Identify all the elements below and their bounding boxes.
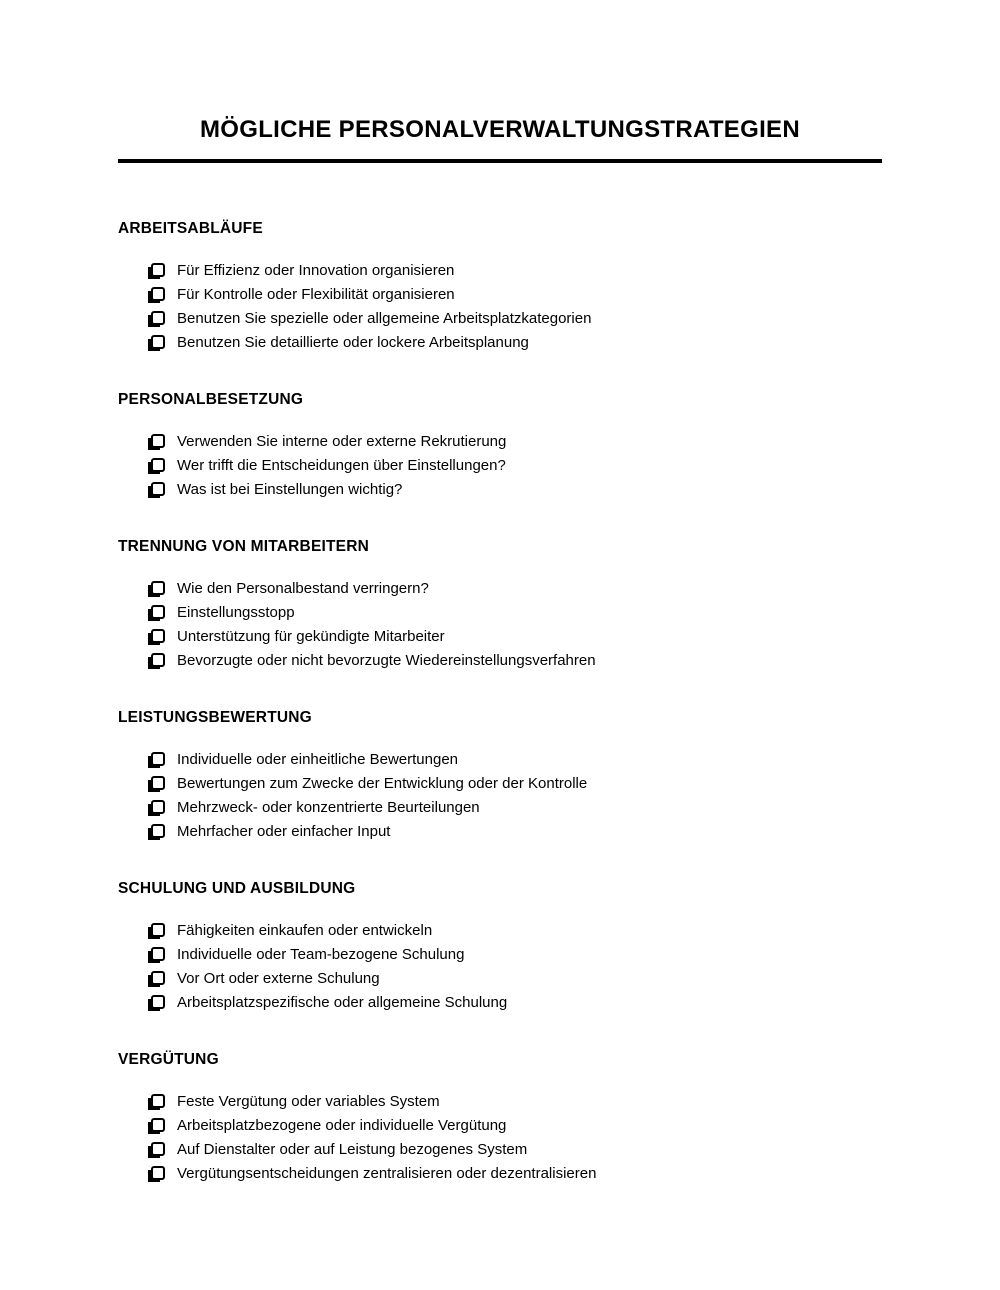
checkbox-icon[interactable] bbox=[148, 923, 165, 940]
checkbox-icon[interactable] bbox=[148, 824, 165, 841]
checklist-item-label: Individuelle oder einheitliche Bewertungen bbox=[177, 751, 459, 768]
checklist-item-label: Bevorzugte oder nicht bevorzugte Wiedereinstellungsverfahren bbox=[177, 652, 596, 669]
checkbox-icon[interactable] bbox=[148, 752, 165, 769]
checklist-item-label: Mehrzweck- oder konzentrierte Beurteilungen bbox=[177, 799, 480, 816]
section-heading: ARBEITSABLÄUFE bbox=[118, 220, 263, 237]
checklist-item bbox=[148, 601, 882, 625]
section-items bbox=[118, 259, 882, 355]
checkbox-icon[interactable] bbox=[148, 482, 165, 499]
checklist-item bbox=[148, 967, 882, 991]
checklist-item bbox=[148, 796, 882, 820]
section-items bbox=[118, 1090, 882, 1186]
section-heading: PERSONALBESETZUNG bbox=[118, 391, 304, 408]
checklist-item bbox=[148, 919, 882, 943]
checklist-section bbox=[118, 709, 882, 844]
checklist-item-label: Individuelle oder Team-bezogene Schulung bbox=[177, 946, 465, 963]
checkbox-icon[interactable] bbox=[148, 263, 165, 280]
page-title: MÖGLICHE PERSONALVERWALTUNGSTRATEGIEN bbox=[199, 116, 800, 143]
checklist-item bbox=[148, 331, 882, 355]
checklist-item bbox=[148, 1090, 882, 1114]
checkbox-icon[interactable] bbox=[148, 311, 165, 328]
checklist-item-label: Wer trifft die Entscheidungen über Einstellungen? bbox=[177, 457, 506, 474]
checklist-section bbox=[118, 880, 882, 1015]
checkbox-icon[interactable] bbox=[148, 1166, 165, 1183]
checkbox-icon[interactable] bbox=[148, 581, 165, 598]
checklist-section bbox=[118, 220, 882, 355]
checklist-item-label: Benutzen Sie spezielle oder allgemeine Arbeitsplatzkategorien bbox=[177, 310, 592, 327]
checklist-item bbox=[148, 991, 882, 1015]
section-heading: LEISTUNGSBEWERTUNG bbox=[118, 709, 312, 726]
section-heading: SCHULUNG UND AUSBILDUNG bbox=[118, 880, 356, 897]
checkbox-icon[interactable] bbox=[148, 335, 165, 352]
checkbox-icon[interactable] bbox=[148, 1142, 165, 1159]
checklist-item-label: Vergütungsentscheidungen zentralisieren oder dezentralisieren bbox=[177, 1165, 597, 1182]
checklist-item bbox=[148, 283, 882, 307]
checklist-item-label: Vor Ort oder externe Schulung bbox=[177, 970, 380, 987]
checklist-item bbox=[148, 943, 882, 967]
checkbox-icon[interactable] bbox=[148, 434, 165, 451]
checkbox-icon[interactable] bbox=[148, 287, 165, 304]
checklist-item-label: Arbeitsplatzspezifische oder allgemeine Schulung bbox=[177, 994, 508, 1011]
checklist-item-label: Arbeitsplatzbezogene oder individuelle Vergütung bbox=[177, 1117, 507, 1134]
checkbox-icon[interactable] bbox=[148, 605, 165, 622]
checklist-section bbox=[118, 538, 882, 673]
title-divider bbox=[118, 159, 882, 163]
checklist-item bbox=[148, 454, 882, 478]
checklist-item-label: Mehrfacher oder einfacher Input bbox=[177, 823, 391, 840]
section-items bbox=[118, 748, 882, 844]
checklist-item bbox=[148, 1162, 882, 1186]
checklist-item bbox=[148, 430, 882, 454]
checklist-item bbox=[148, 1114, 882, 1138]
checkbox-icon[interactable] bbox=[148, 995, 165, 1012]
checkbox-icon[interactable] bbox=[148, 629, 165, 646]
checklist-section bbox=[118, 1051, 882, 1186]
checklist-item bbox=[148, 259, 882, 283]
checkbox-icon[interactable] bbox=[148, 653, 165, 670]
checklist-item bbox=[148, 748, 882, 772]
checklist-item-label: Für Kontrolle oder Flexibilität organisieren bbox=[177, 286, 455, 303]
checklist-item-label: Benutzen Sie detaillierte oder lockere Arbeitsplanung bbox=[177, 334, 529, 351]
checkbox-icon[interactable] bbox=[148, 1094, 165, 1111]
checkbox-icon[interactable] bbox=[148, 947, 165, 964]
checkbox-icon[interactable] bbox=[148, 776, 165, 793]
checklist-item bbox=[148, 478, 882, 502]
section-items bbox=[118, 577, 882, 673]
checklist-item bbox=[148, 820, 882, 844]
checklist-item-label: Auf Dienstalter oder auf Leistung bezogenes System bbox=[177, 1141, 528, 1158]
checklist-item-label: Feste Vergütung oder variables System bbox=[177, 1093, 440, 1110]
checkbox-icon[interactable] bbox=[148, 458, 165, 475]
checklist-item-label: Bewertungen zum Zwecke der Entwicklung oder der Kontrolle bbox=[177, 775, 588, 792]
section-items bbox=[118, 430, 882, 502]
checklist-item-label: Einstellungsstopp bbox=[177, 604, 295, 621]
checkbox-icon[interactable] bbox=[148, 1118, 165, 1135]
section-heading: VERGÜTUNG bbox=[118, 1051, 219, 1068]
section-heading: TRENNUNG VON MITARBEITERN bbox=[118, 538, 369, 555]
checkbox-icon[interactable] bbox=[148, 800, 165, 817]
checklist-item bbox=[148, 649, 882, 673]
checklist-item bbox=[148, 625, 882, 649]
checklist-item bbox=[148, 1138, 882, 1162]
checkbox-icon[interactable] bbox=[148, 971, 165, 988]
checklist-item bbox=[148, 577, 882, 601]
checklist-item-label: Fähigkeiten einkaufen oder entwickeln bbox=[177, 922, 433, 939]
checklist-item-label: Wie den Personalbestand verringern? bbox=[177, 580, 429, 597]
checklist-section bbox=[118, 391, 882, 502]
checklist-item-label: Unterstützung für gekündigte Mitarbeiter bbox=[177, 628, 445, 645]
checklist-item-label: Verwenden Sie interne oder externe Rekrutierung bbox=[177, 433, 507, 450]
checklist-item bbox=[148, 772, 882, 796]
checklist-item-label: Für Effizienz oder Innovation organisieren bbox=[177, 262, 455, 279]
checklist-item bbox=[148, 307, 882, 331]
checklist-item-label: Was ist bei Einstellungen wichtig? bbox=[177, 481, 403, 498]
section-items bbox=[118, 919, 882, 1015]
sections-container bbox=[118, 220, 882, 1186]
